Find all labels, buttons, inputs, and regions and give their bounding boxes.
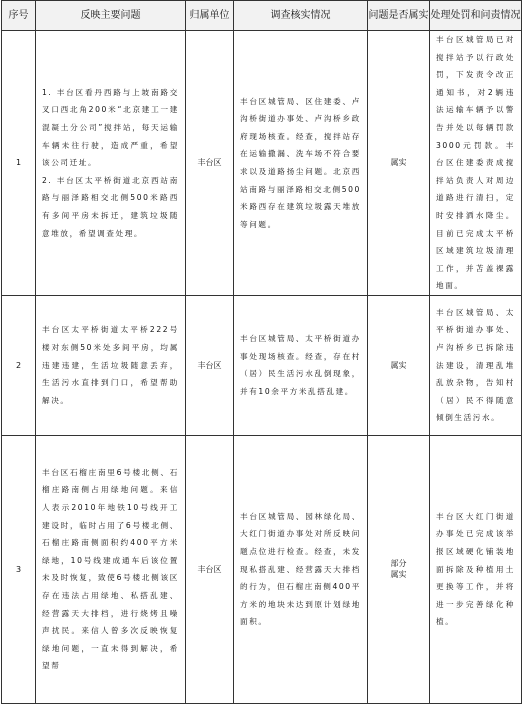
row-handling: 丰台区城管局已对搅拌站予以行政处罚，下发责令改正通知书，对2辆违法运输车辆予以警告并处以每辆罚款3000元罚款。丰台区住建委责成搅拌站负责人对周边道路进行清扫，定时安排洒水降尘。目前已完成太平桥区域建筑垃圾清理工作，并苫盖裸露地面。 [430,31,522,296]
row-investigation: 丰台区城管局、园林绿化局、大红门街道办事处对所反映问题点位进行检查。经查，未发现私搭乱建、经营露天大排档的行为，但石榴庄南侧400平方米的地块未达到原计划绿地面积。 [234,435,368,703]
row-handling: 丰台区城管局、太平桥街道办事处、卢沟桥乡已拆除违法建设，清理乱堆乱放杂物，告知村（居）民不得随意倾倒生活污水。 [430,295,522,435]
row-unit: 丰台区 [186,435,234,703]
row-investigation: 丰台区城管局、区住建委、卢沟桥街道办事处、卢沟桥乡政府现场核查。经查，搅拌站存在运输撒漏、洗车场不符合要求以及道路扬尘问题。北京西站南路与丽泽路相交北侧500米路西存在建筑垃圾露天堆放等问题。 [234,31,368,296]
row-seq: 3 [2,435,36,703]
row-problem: 丰台区太平桥街道太平桥222号楼对东侧50米处多间平房，均属违建违建，生活垃圾随意丢弃，生活污水直排到门口，希望帮助解决。 [36,295,186,435]
table-row [2,435,522,703]
row-unit: 丰台区 [186,31,234,296]
row-verdict: 部分 属实 [368,435,430,703]
header-verdict: 问题是否属实 [368,1,430,31]
table-row [2,295,522,435]
row-seq: 1 [2,31,36,296]
row-seq: 2 [2,295,36,435]
row-verdict: 属实 [368,31,430,296]
header-problem: 反映主要问题 [36,1,186,31]
row-problem: 1. 丰台区看丹西路与上坡南路交叉口西北角200米“北京建工一建混凝土分公司”搅拌站，每天运输车辆未往行驶，造成严重，希望该公司迁址。 2. 丰台区太平桥街道北京西站南路与丽泽路相交北侧500米路西有多间平房未拆迁，建筑垃圾随意堆放，希望调查处理。 [36,31,186,296]
row-handling: 丰台区大红门街道办事处已完成该举报区域硬化铺装地面拆除及种植用土更换等工作，并将进一步完善绿化种植。 [430,435,522,703]
row-verdict: 属实 [368,295,430,435]
row-unit: 丰台区 [186,295,234,435]
header-seq: 序号 [2,1,36,31]
row-investigation: 丰台区城管局、太平桥街道办事处现场核查。经查，存在村（居）民生活污水乱倒现象，并有10余平方米乱搭乱建。 [234,295,368,435]
header-handling: 处理处罚和问责情况 [430,1,522,31]
header-unit: 归属单位 [186,1,234,31]
header-investigation: 调查核实情况 [234,1,368,31]
header-row [2,1,522,31]
table-row [2,31,522,296]
complaint-handling-table [1,0,522,704]
row-problem: 丰台区石榴庄南里6号楼北侧、石榴庄路南侧占用绿地问题。来信人表示2010年地铁10号线开工建设时，临时占用了6号楼北侧、石榴庄路南侧面积约400平方米绿地，10号线建成通车后该位置未及时恢复，致使6号楼北侧该区存在违法占用绿地、私搭乱建、经营露天大排档，进行烧烤且噪声扰民。来信人曾多次反映恢复绿地问题，一直未得到解决，希望帮 [36,435,186,703]
